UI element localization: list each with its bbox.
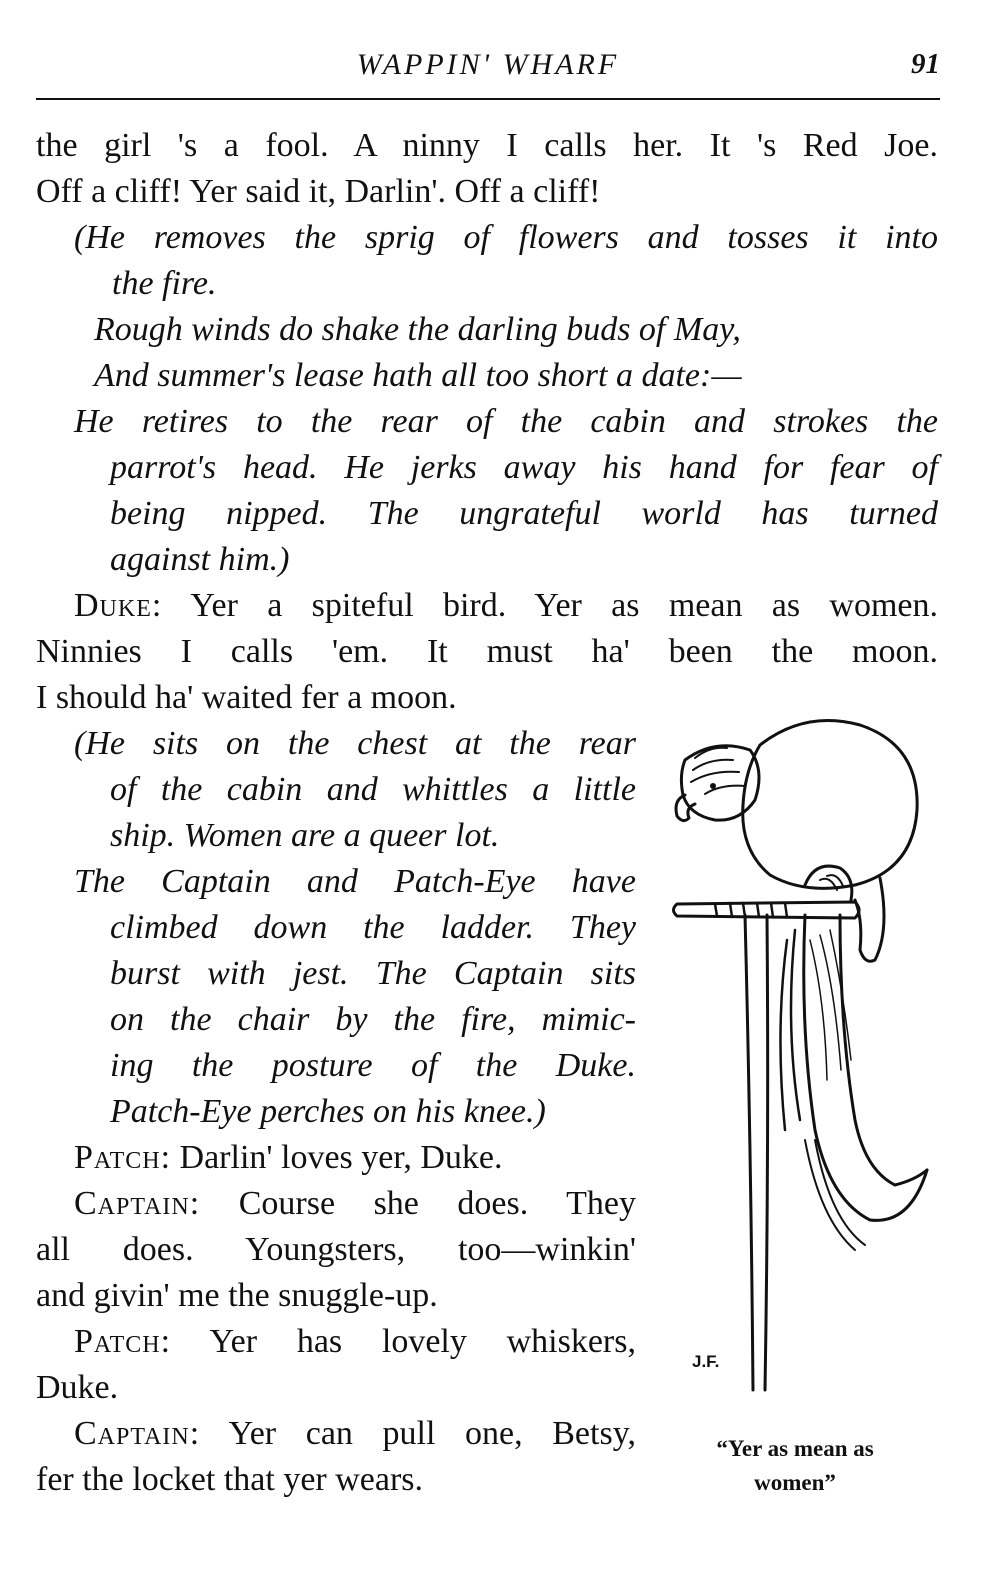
- stage-direction-line: of the cabin and whittles a little: [110, 771, 636, 808]
- speaker-captain: Captain:: [74, 1415, 201, 1452]
- dialogue-line: Patch: Darlin' loves yer, Duke.: [74, 1139, 503, 1176]
- running-header: [36, 48, 940, 94]
- text-line: the girl 's a fool. A ninny I calls her. It 's Red Joe.: [36, 127, 938, 164]
- dialogue-line: Duke.: [36, 1369, 119, 1406]
- speaker-duke: Duke:: [74, 587, 163, 624]
- dialogue-line: Captain: Course she does. They: [74, 1185, 637, 1222]
- parrot-illustration: [655, 700, 955, 1430]
- stage-direction-line: ing the posture of the Duke.: [110, 1047, 636, 1084]
- stage-direction-line: The Captain and Patch-Eye have: [74, 863, 636, 900]
- dialogue-line: and givin' me the snuggle-up.: [36, 1277, 438, 1314]
- stage-direction-line: parrot's head. He jerks away his hand for fear of: [110, 449, 938, 486]
- text-line: Off a cliff! Yer said it, Darlin'. Off a cliff!: [36, 173, 601, 210]
- verse-line: And summer's lease hath all too short a date:—: [94, 357, 742, 394]
- stage-direction-line: He retires to the rear of the cabin and strokes the: [74, 403, 938, 440]
- speaker-patch: Patch:: [74, 1139, 172, 1176]
- page-number: 91: [911, 48, 940, 80]
- verse-line: Rough winds do shake the darling buds of May,: [94, 311, 741, 348]
- dialogue-line: I should ha' waited fer a moon.: [36, 679, 457, 716]
- dialogue-line: Ninnies I calls 'em. It must ha' been the moon.: [36, 633, 938, 670]
- stage-direction-line: climbed down the ladder. They: [110, 909, 636, 946]
- stage-direction-line: being nipped. The ungrateful world has turned: [110, 495, 938, 532]
- speaker-patch: Patch:: [74, 1323, 172, 1360]
- stage-direction-line: ship. Women are a queer lot.: [110, 817, 500, 854]
- speaker-captain: Captain:: [74, 1185, 201, 1222]
- dialogue-line: all does. Youngsters, too—winkin': [36, 1231, 636, 1268]
- dialogue-line: Patch: Yer has lovely whiskers,: [74, 1323, 636, 1360]
- running-title: WAPPIN' WHARF: [356, 48, 620, 81]
- stage-direction-line: burst with jest. The Captain sits: [110, 955, 636, 992]
- illustration-caption: “Yer as mean as: [716, 1436, 874, 1461]
- dialogue-line: Captain: Yer can pull one, Betsy,: [74, 1415, 636, 1452]
- illustrator-signature: J.F.: [692, 1352, 720, 1371]
- stage-direction-line: (He sits on the chest at the rear: [74, 725, 636, 762]
- dialogue-line: Duke: Yer a spiteful bird. Yer as mean as women.: [74, 587, 938, 624]
- stage-direction-line: against him.): [110, 541, 290, 578]
- stage-direction-line: on the chair by the fire, mimic-: [110, 1001, 636, 1038]
- stage-direction-line: Patch-Eye perches on his knee.): [110, 1093, 546, 1130]
- stage-direction-line: (He removes the sprig of flowers and tosses it into: [74, 219, 938, 256]
- dialogue-line: fer the locket that yer wears.: [36, 1461, 424, 1498]
- illustration-caption: women”: [754, 1470, 836, 1495]
- stage-direction-line: the fire.: [112, 265, 217, 302]
- header-rule: [36, 98, 940, 100]
